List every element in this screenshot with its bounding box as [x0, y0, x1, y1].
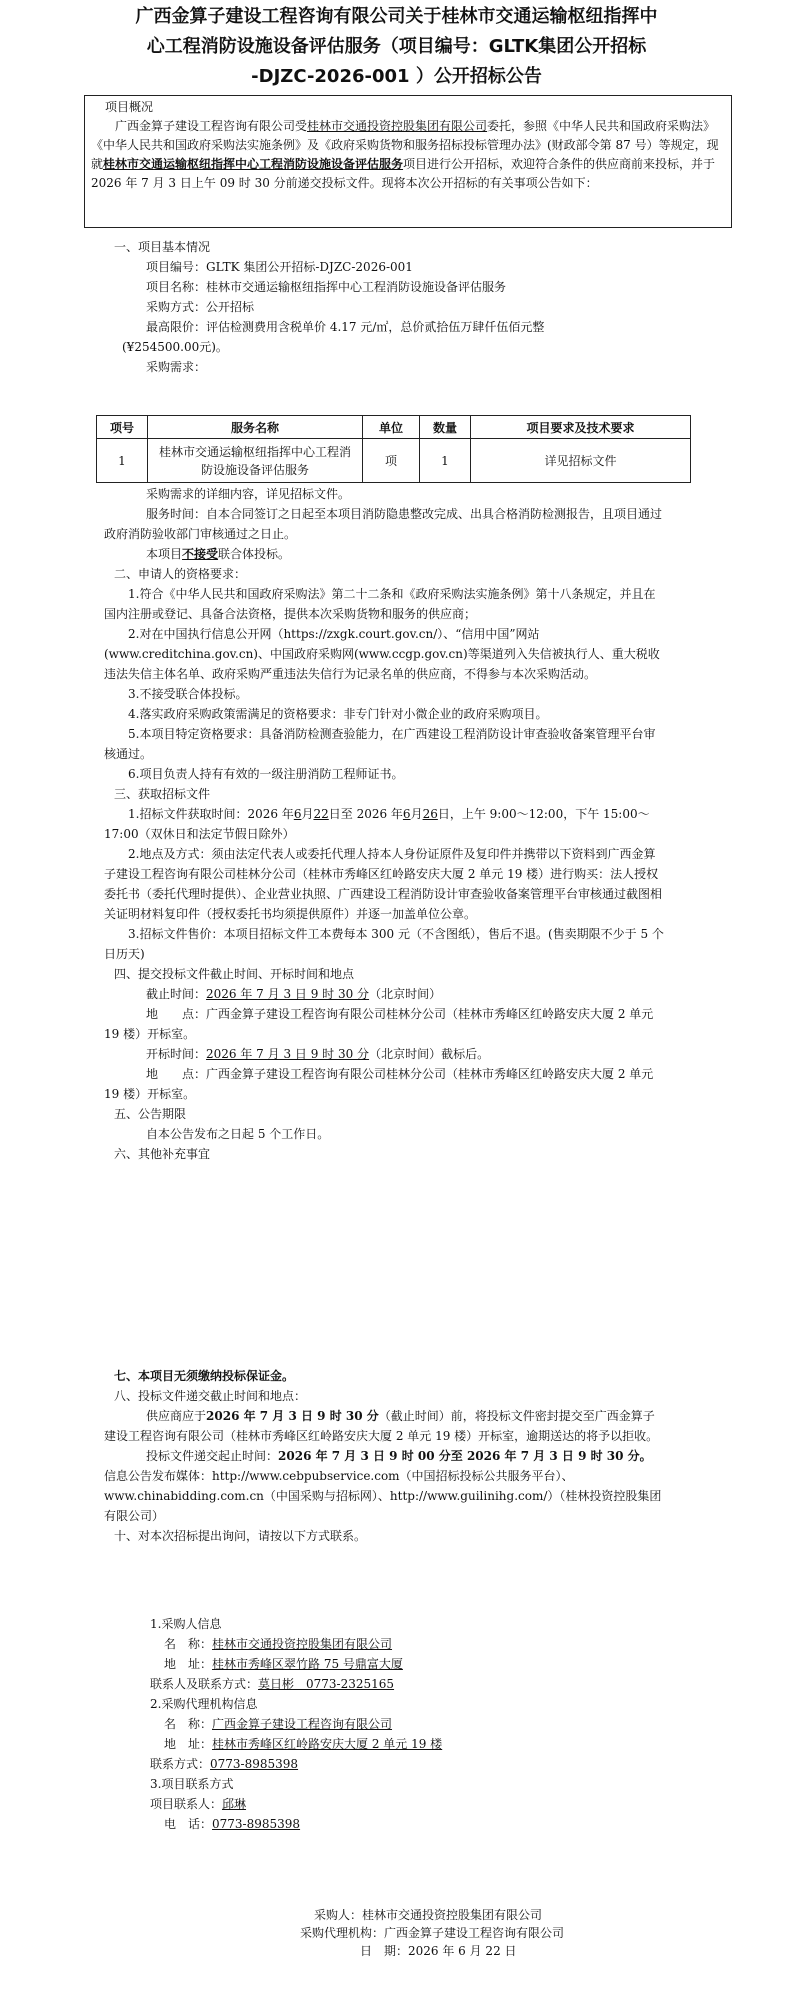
text: （北京时间）截标后。	[369, 1047, 490, 1061]
overview-purchaser: 桂林市交通投资控股集团有限公司	[307, 119, 488, 133]
title-line-1: 广西金算子建设工程咨询有限公司关于桂林市交通运输枢纽指挥中	[135, 6, 658, 27]
purchaser-contact: 莫日彬 0773-2325165	[258, 1677, 395, 1691]
text: 1.招标文件获取时间：2026 年	[128, 807, 294, 821]
signature-block	[300, 1906, 770, 1960]
overview-project-name: 桂林市交通运输枢纽指挥中心工程消防设施设备评估服务	[103, 157, 404, 171]
contact-heading: 3.项目联系方式	[150, 1777, 234, 1791]
section-basic-info	[104, 237, 664, 377]
label: 开标时间：	[146, 1047, 207, 1061]
text: （北京时间）	[369, 987, 442, 1001]
label: 项目联系人：	[150, 1797, 223, 1811]
overview-text: 委托，参照《中华人民共和国政府采购法》《中华人民共和国政府采购法实施条例》及《政府采购货物和服务招标投标管理办法》(财政部令第 87 号）等规定，现就	[91, 119, 719, 171]
place: 地 点：广西金算子建设工程咨询有限公司桂林分公司（桂林市秀峰区红岭路安庆大厦 2 单元 19 楼）开标室。	[104, 1007, 654, 1041]
opening-value: 2026 年 7 月 3 日 9 时 30 分	[206, 1047, 370, 1061]
text: 日，上午 9:00～12:00，下午 15:00～17:00（双休日和法定节假日除外）	[104, 807, 650, 841]
submission-window-value: 2026 年 7 月 3 日 9 时 00 分至 2026 年 7 月 3 日 9 时 30 分。	[278, 1449, 652, 1463]
label: 联系方式：	[150, 1757, 211, 1771]
contact-line	[150, 1734, 710, 1754]
purchaser-address: 桂林市秀峰区翠竹路 75 号鼎富大厦	[212, 1657, 403, 1671]
purchaser-name: 桂林市交通投资控股集团有限公司	[212, 1637, 393, 1651]
agency-address: 桂林市秀峰区红岭路安庆大厦 2 单元 19 楼	[212, 1737, 443, 1751]
day: 26	[422, 807, 438, 821]
contact-line	[150, 1714, 710, 1734]
label: 截止时间：	[146, 987, 207, 1001]
submission-deadline: 2026 年 7 月 3 日 9 时 30 分	[206, 1409, 379, 1423]
contact-line	[150, 1754, 710, 1774]
text: 投标文件递交起止时间：	[146, 1449, 279, 1463]
label: 电 话：	[164, 1817, 213, 1831]
label: 联系人及联系方式：	[150, 1677, 259, 1691]
procurement-demand-label: 采购需求：	[146, 360, 207, 374]
not-accept-label: 不接受	[182, 547, 219, 561]
table-row	[97, 439, 691, 483]
project-code: 项目编号：GLTK 集团公开招标-DJZC-2026-001	[146, 260, 413, 274]
qualification-item: 5.本项目特定资格要求：具备消防检测查验能力，在广西建设工程消防设计审查验收备案管理平台审核通过。	[104, 727, 656, 761]
footer-date: 日 期：2026 年 6 月 22 日	[360, 1944, 517, 1958]
day: 22	[313, 807, 329, 821]
contact-line	[150, 1654, 710, 1674]
project-name: 项目名称：桂林市交通运输枢纽指挥中心工程消防设施设备评估服务	[146, 280, 507, 294]
qualification-item: 6.项目负责人持有有效的一级注册消防工程师证书。	[128, 767, 404, 781]
document-price: 3.招标文件售价：本项目招标文件工本费每本 300 元（不含图纸），售后不退。(售卖期限不少于 5 个日历天)	[104, 927, 664, 961]
overview-paragraph	[91, 117, 725, 193]
footer-agency: 采购代理机构：广西金算子建设工程咨询有限公司	[300, 1926, 565, 1940]
table-header: 服务名称	[148, 416, 363, 439]
table-cell: 1	[97, 439, 148, 483]
section-heading: 十、对本次招标提出询问，请按以下方式联系。	[114, 1529, 367, 1543]
contact-line	[150, 1674, 710, 1694]
month: 6	[293, 807, 302, 821]
text: 本项目	[146, 547, 183, 561]
contact-line	[150, 1814, 710, 1834]
procurement-method: 采购方式：公开招标	[146, 300, 255, 314]
section-heading: 四、提交投标文件截止时间、开标时间和地点	[114, 967, 355, 981]
text: 供应商应于	[146, 1409, 207, 1423]
qualification-item: 1.符合《中华人民共和国政府采购法》第二十二条和《政府采购法实施条例》第十八条规定，并且在国内注册或登记、具备合法资格，提供本次采购货物和服务的供应商；	[104, 587, 656, 621]
obtain-time	[104, 804, 664, 844]
section-heading: 七、本项目无须缴纳投标保证金。	[114, 1369, 295, 1383]
table-header: 单位	[363, 416, 420, 439]
table-cell: 1	[420, 439, 471, 483]
table-header: 项目要求及技术要求	[471, 416, 691, 439]
section-basic-info-cont	[104, 484, 664, 1164]
submission-window	[104, 1446, 664, 1466]
table-header-row	[97, 416, 691, 439]
section-heading: 二、申请人的资格要求：	[114, 567, 247, 581]
section-heading: 三、获取招标文件	[114, 787, 211, 801]
label: 名 称：	[164, 1637, 213, 1651]
overview-heading: 项目概况	[105, 100, 154, 114]
agency-name: 广西金算子建设工程咨询有限公司	[212, 1717, 393, 1731]
announcement-period: 自本公告发布之日起 5 个工作日。	[146, 1127, 330, 1141]
qualification-item: 2.对在中国执行信息公开网（https://zxgk.court.gov.cn/）、“信用中国”网站(www.creditchina.gov.cn)、中国政府采购网(www.ccgp.gov.cn)等渠道列入失信被执行人、重大税收违法失信主体名单、政府采购严重违法失信行为记录名单的供应商，不得参与本次采购活动。	[104, 627, 660, 681]
text: （截止时间）前，将投标文件密封提交至广西金算子建设工程咨询有限公司（桂林市秀峰区红岭路安庆大厦 2 单元 19 楼）开标室，逾期送达的将予以拒收。	[104, 1409, 659, 1443]
title-line-2: 心工程消防设施设备评估服务（项目编号：GLTK集团公开招标	[146, 36, 647, 57]
demand-detail: 采购需求的详细内容，详见招标文件。	[146, 487, 351, 501]
opening-time	[104, 1044, 664, 1064]
qualification-item: 4.落实政府采购政策需满足的资格要求：非专门针对小微企业的政府采购项目。	[128, 707, 548, 721]
max-price-amount: (¥254500.00元)。	[122, 340, 228, 354]
title-line-3: -DJZC-2026-001 ）公开招标公告	[251, 66, 542, 87]
footer-purchaser: 采购人：桂林市交通投资控股集团有限公司	[314, 1908, 543, 1922]
contact-heading: 2.采购代理机构信息	[150, 1697, 258, 1711]
label: 名 称：	[164, 1717, 213, 1731]
text: 日至 2026 年	[328, 807, 403, 821]
project-overview-box	[84, 95, 732, 228]
contact-line	[150, 1634, 710, 1654]
section-heading: 五、公告期限	[114, 1107, 187, 1121]
table-header: 数量	[420, 416, 471, 439]
submission-paragraph	[104, 1406, 664, 1446]
contacts	[150, 1614, 710, 1834]
joint-bid-note	[104, 544, 664, 564]
contact-heading: 1.采购人信息	[150, 1617, 222, 1631]
service-time: 服务时间：自本合同签订之日起至本项目消防隐患整改完成、出具合格消防检测报告，且项目通过政府消防验收部门审核通过之日止。	[104, 507, 663, 541]
table-cell: 详见招标文件	[471, 439, 691, 483]
obtain-place: 2.地点及方式：须由法定代表人或委托代理人持本人身份证原件及复印件并携带以下资料到广西金算子建设工程咨询有限公司桂林分公司（桂林市秀峰区红岭路安庆大厦 2 单元 19 楼）进行购买：法人授权委托书（委托代理时提供）、企业营业执照、广西建设工程消防设计审查验收备案管理平台审核通过截图相关证明材料复印件（授权委托书均须提供原件）并逐一加盖单位公章。	[104, 847, 663, 921]
table-cell: 桂林市交通运输枢纽指挥中心工程消防设施设备评估服务	[148, 439, 363, 483]
table-header: 项号	[97, 416, 148, 439]
overview-text: 项目进行公开招标，欢迎符合条件的供应商前来投标，并于 2026 年 7 月 3 日上午 09 时 30 分前递交投标文件。现将本次公开招标的有关事项公告如下：	[91, 157, 716, 190]
publication-media: 信息公告发布媒体：http://www.cebpubservice.com（中国招标投标公共服务平台）、www.chinabidding.com.cn（中国采购与招标网）、http://www.guilinihg.com/）（桂林投资控股集团有限公司）	[104, 1469, 662, 1523]
agency-phone: 0773-8985398	[210, 1757, 299, 1771]
deadline	[104, 984, 664, 1004]
text: 月	[301, 807, 314, 821]
demand-table	[96, 415, 691, 483]
deadline-value: 2026 年 7 月 3 日 9 时 30 分	[206, 987, 370, 1001]
section-heading: 一、项目基本情况	[114, 240, 211, 254]
overview-text: 广西金算子建设工程咨询有限公司受	[115, 119, 308, 133]
table-cell: 项	[363, 439, 420, 483]
max-price: 最高限价：评估检测费用含税单价 4.17 元/㎡，总价贰拾伍万肆仟伍佰元整	[146, 320, 545, 334]
month: 6	[402, 807, 411, 821]
section-seven-eight	[104, 1366, 664, 1546]
section-heading: 八、投标文件递交截止时间和地点：	[114, 1389, 307, 1403]
text: 联合体投标。	[218, 547, 291, 561]
place: 地 点：广西金算子建设工程咨询有限公司桂林分公司（桂林市秀峰区红岭路安庆大厦 2 单元 19 楼）开标室。	[104, 1067, 654, 1101]
text: 月	[410, 807, 423, 821]
qualification-item: 3.不接受联合体投标。	[128, 687, 248, 701]
project-contact-phone: 0773-8985398	[212, 1817, 301, 1831]
document-title	[60, 2, 733, 92]
contact-line	[150, 1794, 710, 1814]
label: 地 址：	[164, 1657, 213, 1671]
label: 地 址：	[164, 1737, 213, 1751]
project-contact-person: 邱琳	[222, 1797, 247, 1811]
section-heading: 六、其他补充事宜	[114, 1147, 211, 1161]
